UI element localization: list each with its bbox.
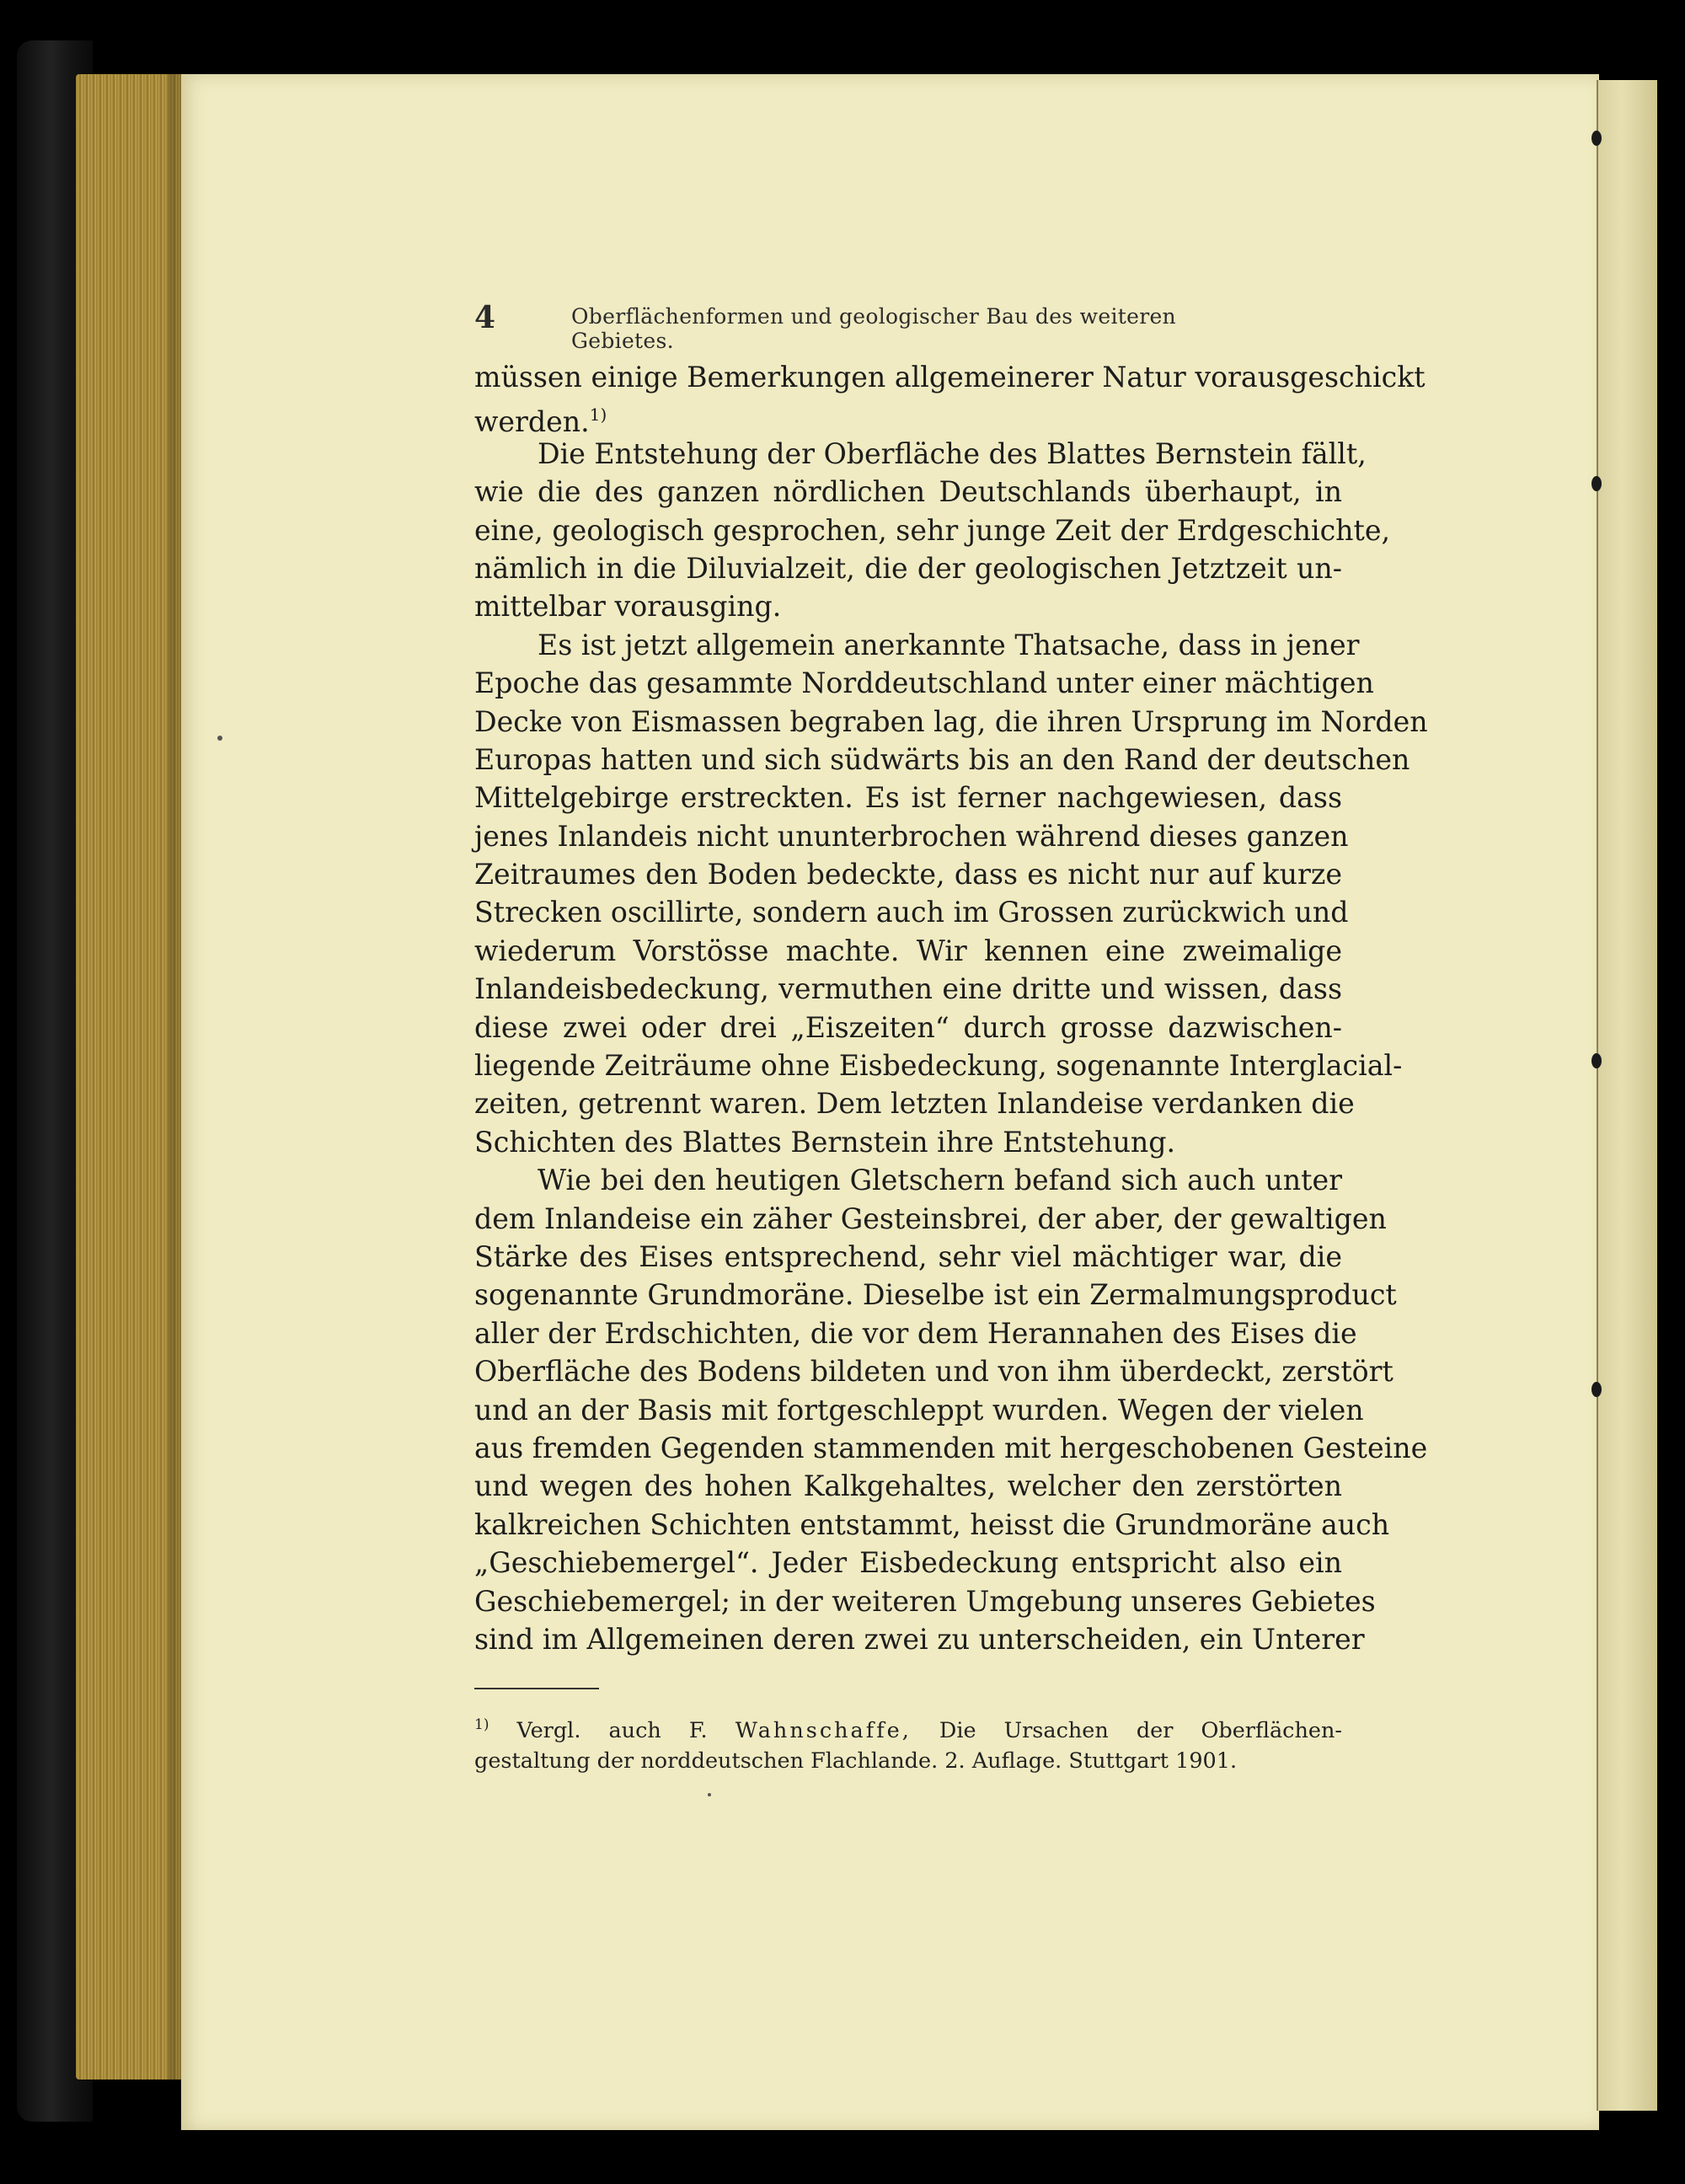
footnote-line: gestaltung der norddeutschen Flachlande. 2. Auflage. Stuttgart 1901.	[474, 1748, 1238, 1774]
text-line: sogenannte Grundmoräne. Dieselbe ist ein Zermalmungsproduct	[474, 1278, 1397, 1312]
text-line: wiederum Vorstösse machte. Wir kennen eine zweimalige	[474, 934, 1342, 967]
text-line: Geschiebemergel; in der weiteren Umgebung unseres Gebietes	[474, 1584, 1376, 1618]
footnote-text: Vergl. auch F.	[516, 1718, 708, 1743]
text-line: dem Inlandeise ein zäher Gesteinsbrei, der aber, der gewaltigen	[474, 1202, 1387, 1235]
text-line: aller der Erdschichten, die vor dem Herannahen des Eises die	[474, 1316, 1357, 1350]
text-line: Mittelgebirge erstreckten. Es ist ferner nachgewiesen, dass	[474, 781, 1342, 815]
text-line: Europas hatten und sich südwärts bis an den Rand der deutschen	[474, 742, 1410, 776]
text-line: müssen einige Bemerkungen allgemeinerer Natur vorausgeschickt	[474, 361, 1426, 393]
text-line: sind im Allgemeinen deren zwei zu unterscheiden, ein Unterer	[474, 1622, 1365, 1656]
page-notch	[1591, 1382, 1602, 1397]
page-notch	[1591, 1053, 1602, 1068]
footnote-text: Die Ursachen der Oberflächen-	[939, 1718, 1343, 1743]
page-notch	[1591, 476, 1602, 491]
running-head-title: Oberflächenformen und geologischer Bau des weiteren Gebietes.	[571, 304, 1176, 353]
text-line: wie die des ganzen nördlichen Deutschlands überhaupt, in	[474, 475, 1342, 509]
footnote-reference: 1)	[589, 404, 607, 426]
text-line: Inlandeisbedeckung, vermuthen eine dritte und wissen, dass	[474, 972, 1342, 1006]
text-line: liegende Zeiträume ohne Eisbedeckung, sogenannte Interglacial-	[474, 1049, 1403, 1083]
footnote-marker: 1)	[474, 1716, 489, 1733]
text-line: mittelbar vorausging.	[474, 590, 782, 624]
text-line: Oberfläche des Bodens bildeten und von ihm überdeckt, zerstört	[474, 1355, 1393, 1389]
text-line: „Geschiebemergel“. Jeder Eisbedeckung entspricht also ein	[474, 1546, 1342, 1580]
text-line: Schichten des Blattes Bernstein ihre Entstehung.	[474, 1125, 1176, 1159]
page-number: 4	[474, 300, 496, 335]
text-line-content: werden.	[474, 405, 590, 439]
body-text	[474, 358, 1428, 1658]
page-notch	[1591, 131, 1602, 146]
running-head	[474, 300, 1254, 353]
text-line: zeiten, getrennt waren. Dem letzten Inlandeise verdanken die	[474, 1087, 1355, 1121]
text-line: und wegen des hohen Kalkgehaltes, welcher den zerstörten	[474, 1469, 1342, 1503]
page-speck	[217, 736, 222, 741]
text-line: aus fremden Gegenden stammenden mit hergeschobenen Gesteine	[474, 1431, 1428, 1464]
text-line: Es ist jetzt allgemein anerkannte Thatsache, dass in jener	[538, 628, 1360, 661]
text-line: Epoche das gesammte Norddeutschland unter einer mächtigen	[474, 666, 1374, 700]
text-line: Decke von Eismassen begraben lag, die ihren Ursprung im Norden	[474, 704, 1428, 738]
footnote-rule	[474, 1688, 599, 1689]
page-speck	[708, 1793, 711, 1796]
text-line: Die Entstehung der Oberfläche des Blattes Bernstein fällt,	[538, 436, 1367, 470]
text-line: und an der Basis mit fortgeschleppt wurden. Wegen der vielen	[474, 1393, 1364, 1427]
text-line: kalkreichen Schichten entstammt, heisst die Grundmoräne auch	[474, 1507, 1390, 1541]
text-line: Zeitraumes den Boden bedeckte, dass es nicht nur auf kurze	[474, 858, 1342, 891]
text-line	[474, 396, 1342, 439]
text-line: jenes Inlandeis nicht ununterbrochen während dieses ganzen	[474, 819, 1349, 853]
footnote-line	[474, 1707, 1342, 1743]
text-line: diese zwei oder drei „Eiszeiten“ durch grosse dazwischen-	[474, 1010, 1342, 1044]
text-line: nämlich in die Diluvialzeit, die der geologischen Jetztzeit un-	[474, 551, 1342, 585]
text-line: Wie bei den heutigen Gletschern befand sich auch unter	[538, 1164, 1342, 1197]
next-page-edge	[1597, 80, 1657, 2111]
text-line: Strecken oscillirte, sondern auch im Grossen zurückwich und	[474, 896, 1349, 929]
footnote	[474, 1707, 1342, 1780]
text-line: Stärke des Eises entsprechend, sehr viel mächtiger war, die	[474, 1239, 1342, 1273]
footnote-author: Wahnschaffe,	[735, 1718, 912, 1743]
text-line: eine, geologisch gesprochen, sehr junge Zeit der Erdgeschichte,	[474, 513, 1391, 547]
